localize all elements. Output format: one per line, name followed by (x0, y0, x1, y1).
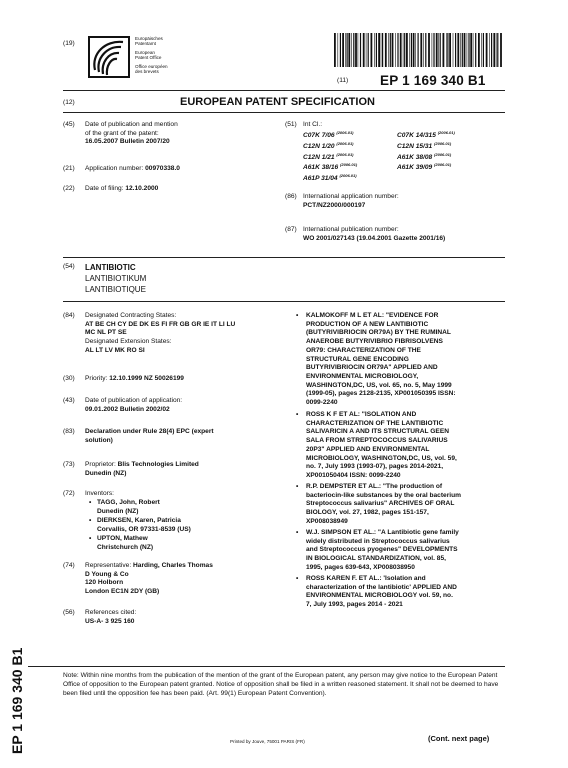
sidebar-publication-number: EP 1 169 340 B1 (9, 647, 25, 754)
inid-11: (11) (337, 77, 349, 84)
ipc-code: A61K 38/08 $^{(2006.01)}$ (397, 151, 452, 161)
inventor-entry: UPTON, Mathew Christchurch (NZ) (97, 535, 154, 551)
bullet-icon: • (296, 529, 299, 536)
inid-22: (22) (63, 185, 75, 192)
divider (63, 257, 505, 258)
ipc-code: A61P 31/04 $^{(2006.01)}$ (303, 173, 357, 183)
bullet-icon: • (89, 535, 92, 542)
ipc-code: C12N 1/21 $^{(2006.01)}$ (303, 151, 354, 161)
ipc-code: C12N 1/20 $^{(2006.01)}$ (303, 140, 354, 150)
inid-19: (19) (63, 40, 75, 47)
opposition-note: Note: Within nine months from the publication of the mention of the grant of the European patent, any person may give notice to the European Patent Office of opposition to the European patent granted. Notice of opposition shall be filed in a written reasoned statement. It shall not be deemed to have been filed until the opposition fee has been paid. (Art. 99(1) European Patent Convention). (63, 672, 499, 698)
divider (28, 666, 505, 667)
inid-86: (86) (285, 193, 297, 200)
bullet-icon: • (296, 483, 299, 490)
barcode-icon (334, 33, 504, 67)
org-name-en: European Patent Office (135, 50, 162, 61)
grant-publication-field: Date of publication and mention of the grant of the patent: 16.05.2007 Bulletin 2007/20 (85, 121, 178, 146)
filing-date-field: Date of filing: 12.10.2000 (85, 185, 159, 192)
document-type-title: EUROPEAN PATENT SPECIFICATION (180, 96, 375, 108)
inid-21: (21) (63, 165, 75, 172)
representative-field: Representative: Harding, Charles Thomas D Young & Co 120 Holborn London EC1N 2DY (GB) (85, 562, 213, 596)
proprietor-field: Proprietor: Blis Technologies Limited Dunedin (NZ) (85, 461, 199, 477)
citation-entry: • KALMOKOFF M L ET AL: "EVIDENCE FOR PRODUCTION OF A NEW LANTIBIOTIC (BUTYRIVIBRIOCIN OR79A) BY THE RUMINAL ANAEROBE BUTYRIVIBRIO FIBRISOLVENS OR79: CHARACTERIZATION OF THE STRUCTURAL GENE ENCODING BUTYRIVIBRIOCIN OR79A" APPLIED AND ENVIRONMENTAL MICROBIOLOGY, WASHINGTON,DC, US, vol. 65, no. 5, May 1999 (1999-05), pages 2128-2135, XP001050395 ISSN: 0099-2240 (296, 312, 456, 407)
ipc-code: A61K 38/16 $^{(2006.01)}$ (303, 162, 358, 172)
inventor-entry: DIERKSEN, Karen, Patricia Corvallis, OR 97331-8539 (US) (97, 517, 191, 533)
divider (63, 301, 505, 302)
int-cl-label: Int Cl.: (303, 121, 323, 128)
intl-application-field: International application number: PCT/NZ2000/000197 (303, 193, 399, 209)
citation-entry: • ROSS KAREN F. ET AL.: 'Isolation and characterization of the lantibiotic' APPLIED AND ENVIRONMENTAL MICROBIOLOGY vol. 59, no. 7, July 1993, pages 2014 - 2021 (296, 575, 457, 609)
org-name-de: Europäisches Patentamt (135, 36, 163, 47)
citation-entry: • ROSS K F ET AL: "ISOLATION AND CHARACTERIZATION OF THE LANTIBIOTIC SALIVARICIN A AND ITS STRUCTURAL GEEN SALA FROM STREPTOCOCCUS SALIVARIUS 20P3" APPLIED AND ENVIRONMENTAL MICROBIOLOGY, WASHINGTON,DC, US, vol. 59, no. 7, July 1993 (1993-07), pages 2014-2021, XP001050404 ISSN: 0099-2240 (296, 411, 457, 479)
ipc-column-right (397, 130, 455, 173)
ipc-code: C07K 14/315 $^{(2006.01)}$ (397, 130, 455, 140)
divider (63, 90, 505, 91)
intl-publication-field: International publication number: WO 2001/027143 (19.04.2001 Gazette 2001/16) (303, 226, 446, 242)
inid-51: (51) (285, 121, 297, 128)
designated-states-field: Designated Contracting States: AT BE CH CY DE DK ES FI FR GB GR IE IT LI LU MC NL PT SE Designated Extension States: AL LT LV MK RO SI (85, 312, 236, 354)
bullet-icon: • (89, 517, 92, 524)
inid-30: (30) (63, 375, 75, 382)
bullet-icon: • (89, 499, 92, 506)
ipc-code: C07K 7/06 $^{(2006.01)}$ (303, 130, 354, 140)
application-number-field: Application number: 00970338.0 (85, 165, 180, 172)
bullet-icon: • (296, 411, 299, 418)
inid-56: (56) (63, 609, 75, 616)
bullet-icon: • (296, 575, 299, 582)
epo-logo-icon (87, 34, 131, 80)
priority-field: Priority: 12.10.1999 NZ 50026199 (85, 375, 184, 382)
continued-notice: (Cont. next page) (428, 734, 490, 743)
citation-entry: • R.P. DEMPSTER ET AL.: "The production of bacteriocin-like substances by the oral bacterium Streptococcus salivarius" ARCHIVES OF ORAL BIOLOGY, vol. 27, 1982, pages 151-157, XP008038949 (296, 483, 462, 525)
ipc-code: A61K 39/09 $^{(2006.01)}$ (397, 162, 452, 172)
references-cited-field: References cited: US-A- 3 925 160 (85, 609, 137, 625)
inid-87: (87) (285, 226, 297, 233)
inid-84: (84) (63, 312, 75, 319)
inid-74: (74) (63, 562, 75, 569)
application-publication-field: Date of publication of application: 09.01.2002 Bulletin 2002/02 (85, 397, 183, 413)
inid-83: (83) (63, 428, 75, 435)
citation-entry: • W.J. SIMPSON ET AL.: "A Lantibiotic gene family widely distributed in Streptococcus salivarius and Streptococcus pyogenes" DEVELOPMENTS IN BIOLOGICAL STANDARDIZATION, vol. 85, 1995, pages 639-643, XP008038950 (296, 529, 459, 571)
printer-credit: Printed by Jouve, 75001 PARIS (FR) (230, 739, 305, 744)
ipc-code: C12N 15/31 $^{(2006.01)}$ (397, 140, 452, 150)
inid-54: (54) (63, 263, 75, 270)
bullet-icon: • (296, 312, 299, 319)
inid-72: (72) (63, 490, 75, 497)
divider (63, 112, 505, 113)
ipc-column-left (303, 130, 357, 184)
inid-43: (43) (63, 397, 75, 404)
inid-12: (12) (63, 99, 75, 106)
inventor-entry: TAGG, John, Robert Dunedin (NZ) (97, 499, 160, 515)
inventors-label: Inventors: (85, 490, 114, 497)
invention-title: LANTIBIOTIC LANTIBIOTIKUM LANTIBIOTIQUE (85, 263, 147, 295)
publication-number: EP 1 169 340 B1 (380, 73, 486, 88)
expert-solution-field: Declaration under Rule 28(4) EPC (expert solution) (85, 428, 214, 444)
inid-73: (73) (63, 461, 75, 468)
inid-45: (45) (63, 121, 75, 128)
org-name-fr: Office européen des brevets (135, 64, 168, 75)
